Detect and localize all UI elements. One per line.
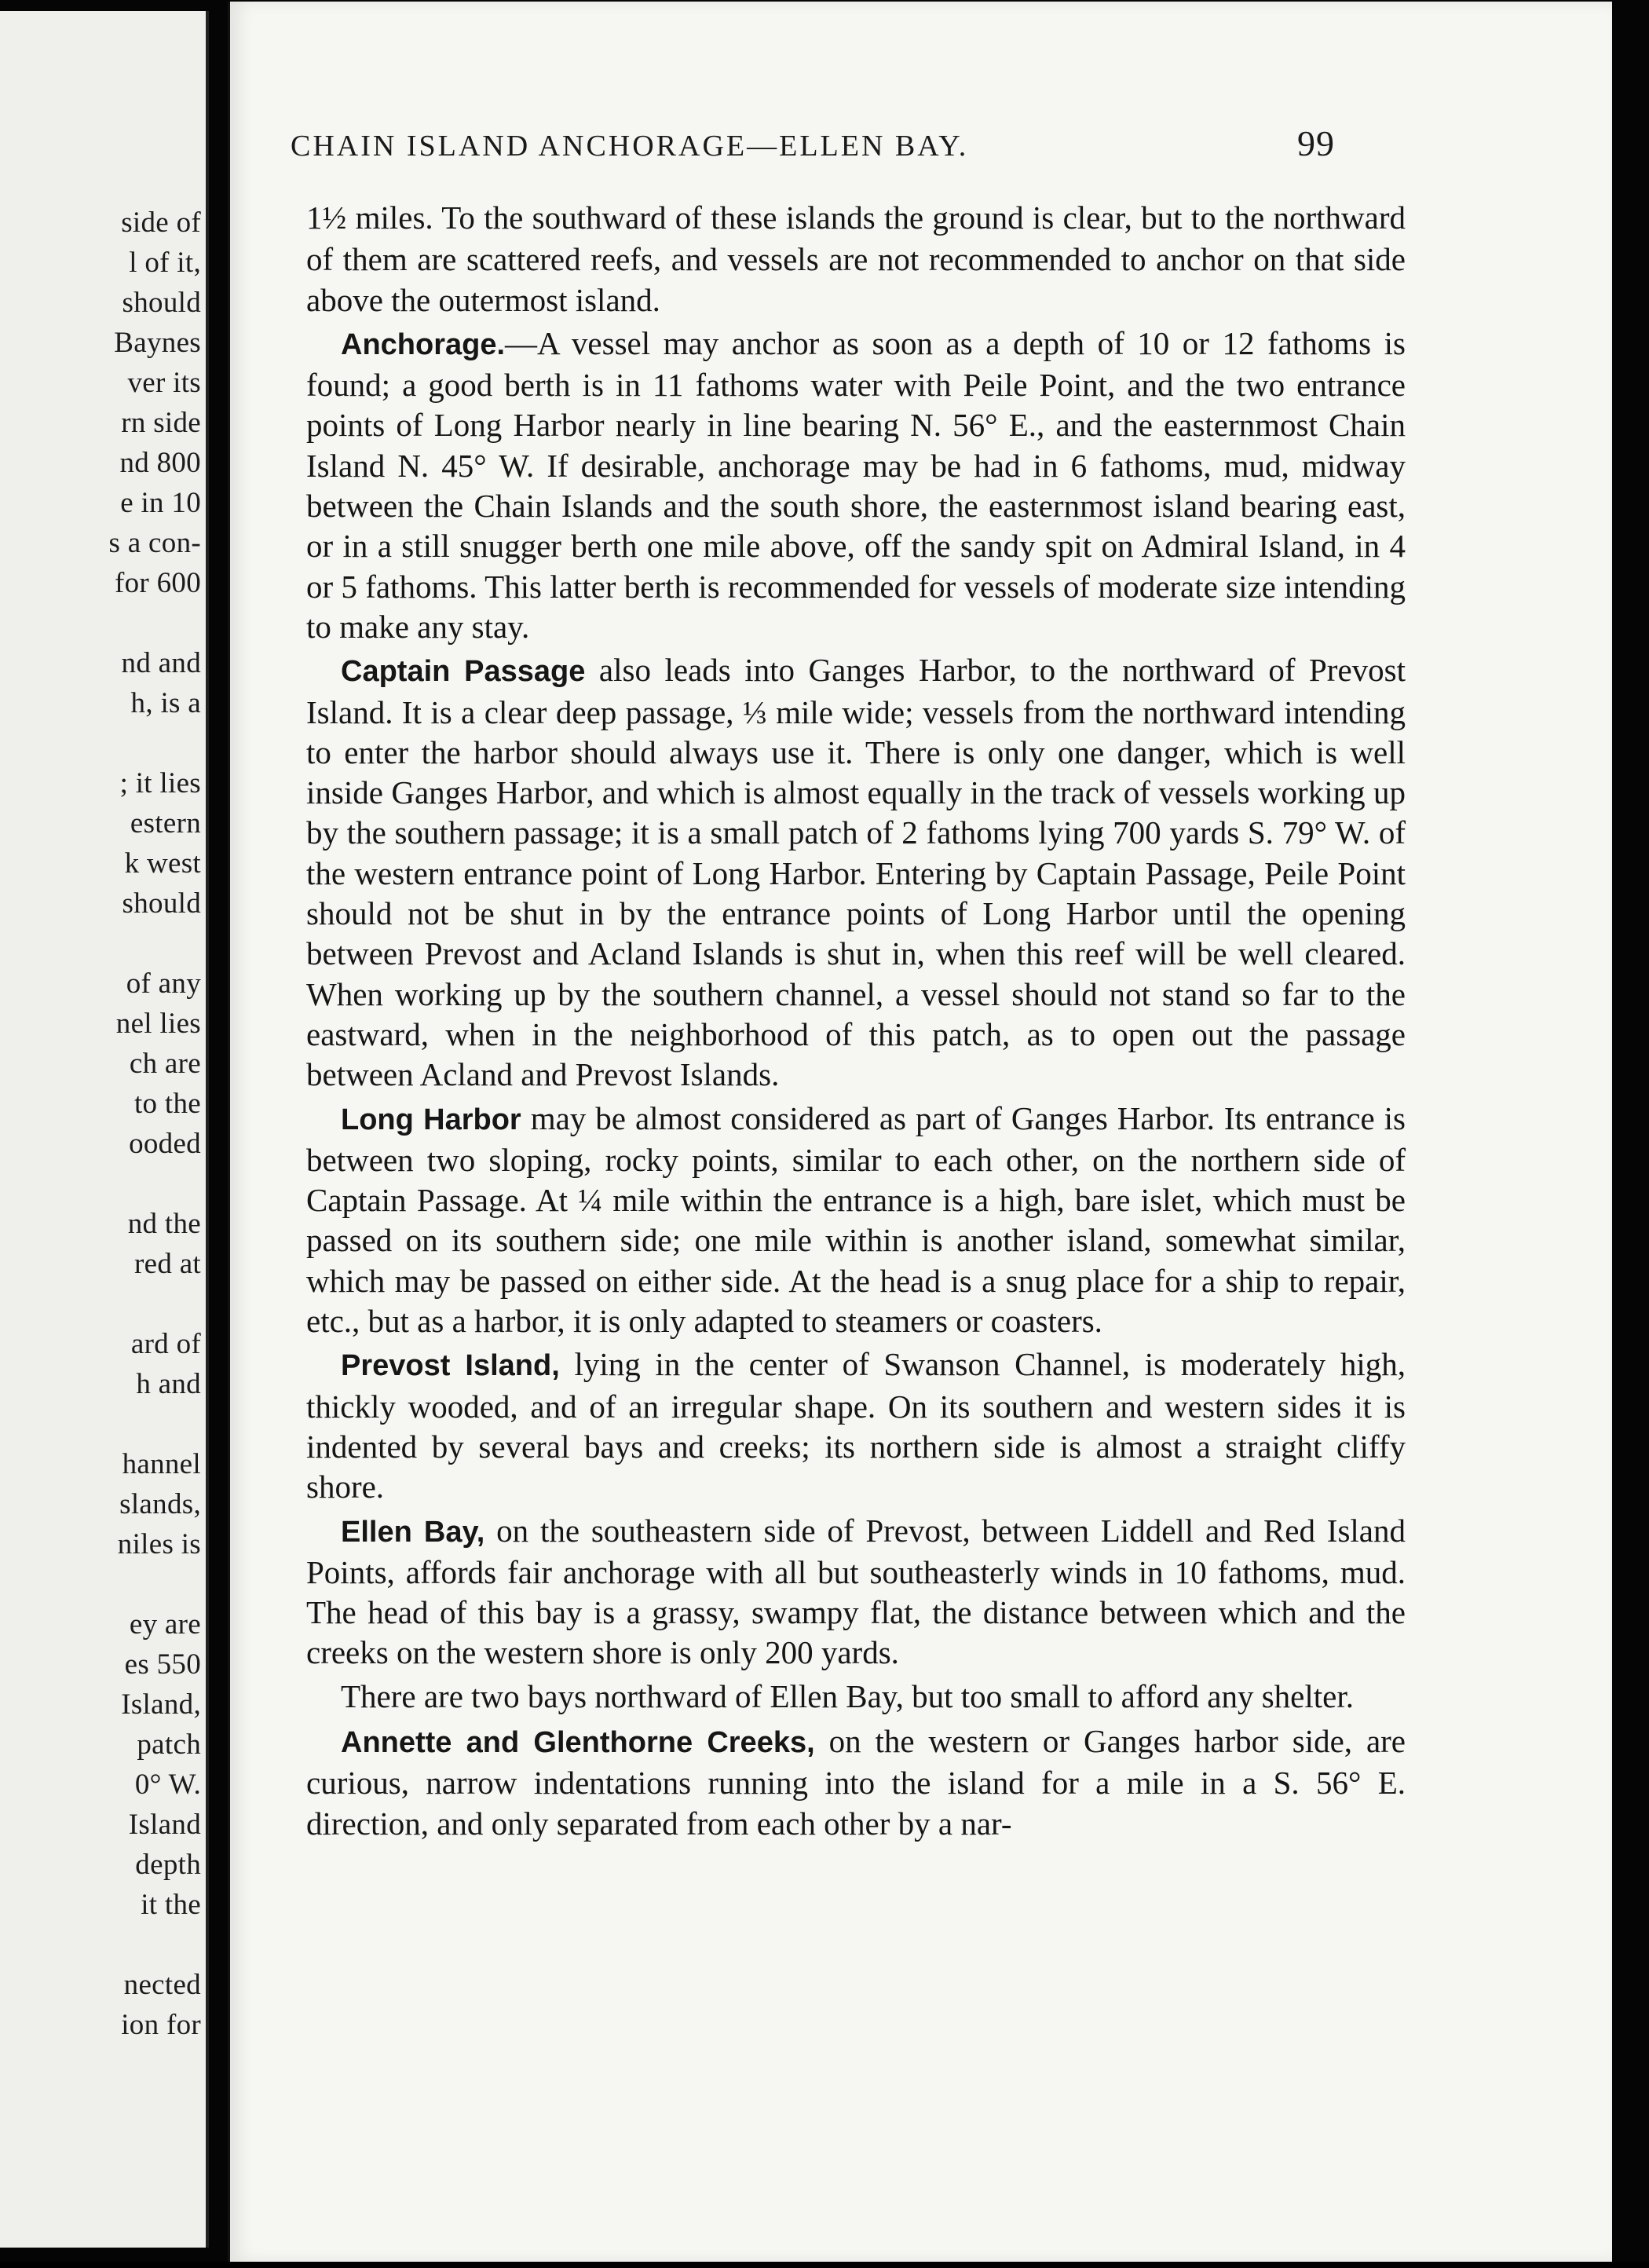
left-text-line: red at (134, 1248, 201, 1280)
left-text-line: ion for (121, 2009, 201, 2041)
paragraph-text: may be almost considered as part of Ganges Harbor. Its entrance is between two sloping, rocky points, similar to each other, on the northern side of Captain Passage. At ¼ mile within the entrance is a high, bare islet, which must be passed on its southern side; one mile within is another island, somewhat similar, which may be passed on either side. At the head is a snug place for a ship to repair, etc., but as a harbor, it is only adapted to steamers or coasters. (306, 1099, 1406, 1340)
paragraph (306, 198, 1406, 320)
paragraph-heading: Anchorage. (341, 327, 506, 361)
paragraph-heading: Annette and Glenthorne Creeks, (341, 1725, 815, 1759)
left-text-line: of any (126, 968, 201, 1000)
left-text-line: nel lies (115, 1008, 201, 1040)
paragraph-heading: Long Harbor (341, 1103, 521, 1136)
paragraph-text: 1½ miles. To the southward of these islands the ground is clear, but to the northward of them are scattered reefs, and vessels are not recommended to anchor on that side above the outermost island. (306, 199, 1406, 318)
left-page-fragment (0, 11, 209, 2248)
paragraph-text: lying in the center of Swanson Channel, is moderately high, thickly wooded, and of an irregular shape. On its southern and western sides it is indented by several bays and creeks; its northern side is almost a straight cliffy shore. (306, 1346, 1406, 1505)
paragraph-heading: Prevost Island, (341, 1349, 560, 1383)
left-text-line: 0° W. (134, 1769, 201, 1801)
paragraph-heading: Captain Passage (341, 655, 586, 689)
left-text-line: rn side (121, 407, 201, 439)
left-text-line: depth (135, 1849, 201, 1881)
left-text-line: s a con- (108, 527, 201, 559)
paragraph-text: on the western or Ganges harbor side, are curious, narrow indentations running into the island for a mile in a S. 56° E. direction, and only separated from each other by a nar- (306, 1722, 1406, 1842)
left-text-line: should (122, 887, 201, 920)
scan-bottom-edge (0, 2262, 1649, 2268)
left-text-line: nd the (127, 1208, 201, 1240)
left-text-line: Baynes (114, 327, 201, 359)
left-text-line: slands, (119, 1488, 201, 1520)
left-text-line: ver its (127, 367, 201, 399)
left-text-line: ch are (129, 1048, 201, 1080)
paragraph (306, 324, 1406, 647)
left-text-line: nd and (121, 647, 201, 679)
paragraph-text: There are two bays northward of Ellen Bay, but too small to afford any shelter. (341, 1677, 1354, 1714)
paragraph (306, 1677, 1406, 1718)
left-text-line: should (122, 287, 201, 319)
left-text-line: hannel (122, 1448, 201, 1480)
left-text-line: h, is a (130, 687, 201, 719)
left-text-line: ey are (129, 1608, 201, 1641)
left-text-line: e in 10 (120, 487, 201, 519)
running-title: CHAIN ISLAND ANCHORAGE—ELLEN BAY. (291, 130, 969, 163)
left-text-line: it the (141, 1889, 201, 1921)
paragraph (306, 1344, 1406, 1507)
page-body (306, 198, 1406, 1847)
left-text-line: to the (133, 1088, 201, 1120)
left-text-line: es 550 (124, 1648, 201, 1681)
paragraph-text: on the southeastern side of Prevost, between Liddell and Red Island Points, affords fair anchorage with all but southeasterly winds in 10 fathoms, mud. The head of this bay is a grassy, swampy flat, the distance between which and the creeks on the western shore is only 200 yards. (306, 1512, 1406, 1671)
paragraph (306, 1511, 1406, 1674)
left-text-line: ; it lies (119, 767, 201, 799)
left-text-line: ard of (130, 1328, 201, 1360)
paragraph-text: —A vessel may anchor as soon as a depth of 10 or 12 fathoms is found; a good berth is in 11 fathoms water with Peile Point, and the two entrance points of Long Harbor nearly in line bearing N. 56° E., and the easternmost Chain Island N. 45° W. If desirable, anchorage may be had in 6 fathoms, mud, midway between the Chain Islands and the south shore, the easternmost island bearing east, or in a still snugger berth one mile above, off the sandy spit on Admiral Island, in 4 or 5 fathoms. This latter berth is recommended for vessels of moderate size intending to make any stay. (306, 324, 1406, 645)
left-text-line: h and (136, 1368, 201, 1400)
left-text-line: side of (121, 207, 201, 239)
paragraph (306, 650, 1406, 1095)
paragraph-text: also leads into Ganges Harbor, to the northward of Prevost Island. It is a clear deep passage, ⅓ mile wide; vessels from the northward intending to enter the harbor should always use it. There is only one danger, which is well inside Ganges Harbor, and which is almost equally in the track of vessels working up by the southern passage; it is a small patch of 2 fathoms lying 700 yards S. 79° W. of the western entrance point of Long Harbor. Entering by Captain Passage, Peile Point should not be shut in by the entrance points of Long Harbor until the opening between Prevost and Acland Islands is shut in, when this reef will be well cleared. When working up by the southern channel, a vessel should not stand so far to the eastward, when in the neighborhood of this patch, as to open out the passage between Acland and Prevost Islands. (306, 652, 1406, 1093)
page-number: 99 (1297, 123, 1335, 163)
paragraph (306, 1721, 1406, 1844)
left-text-line: nd 800 (119, 447, 201, 479)
left-text-line: niles is (117, 1528, 201, 1560)
left-text-line: estern (130, 807, 201, 840)
left-text-line: Island (128, 1809, 201, 1841)
paragraph (306, 1099, 1406, 1342)
left-text-line: l of it, (129, 247, 201, 279)
paragraph-heading: Ellen Bay, (341, 1515, 485, 1549)
left-text-line: patch (137, 1728, 201, 1761)
left-text-line: for 600 (115, 567, 201, 599)
left-text-line: ooded (129, 1128, 201, 1160)
left-text-line: Island, (121, 1688, 201, 1721)
left-text-line: nected (123, 1969, 201, 2001)
left-text-line: k west (124, 847, 201, 880)
